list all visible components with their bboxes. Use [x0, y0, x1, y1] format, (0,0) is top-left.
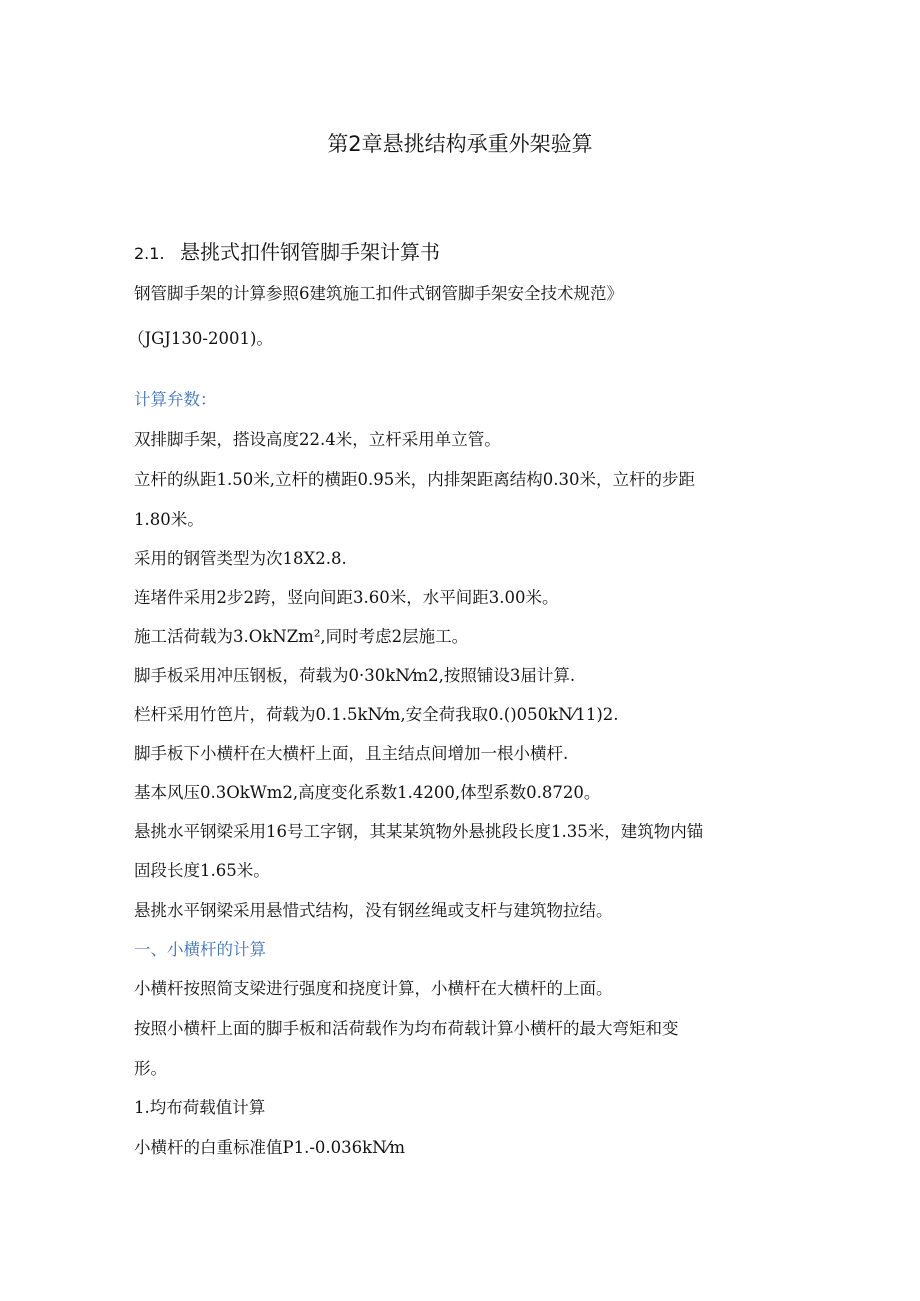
paragraph-line: 立杆的纵距1.50米,立杆的横距0.95米，内排架距离结构0.30米，立杆的步距	[134, 470, 695, 489]
paragraph-line: 按照小横杆上面的脚手板和活荷载作为均布荷载计算小横杆的最大弯矩和变	[134, 1019, 679, 1038]
subheading-parameters: 计算弁数：	[134, 390, 217, 409]
paragraph-line: 基本风压0.3OkWm2,高度变化系数1.4200,体型系数0.8720。	[134, 783, 601, 802]
paragraph-line: 钢管脚手架的计算参照6建筑施工扣件式钢管脚手架安全技术规范》	[134, 284, 623, 303]
paragraph-line: 小横杆的白重标准值P1.-0.036kN⁄m	[134, 1138, 405, 1157]
subheading-small-crossbar: 一、小横杆的计算	[134, 940, 266, 959]
paragraph-line: 双排脚手架，搭设高度22.4米，立杆采用单立管。	[134, 430, 501, 449]
paragraph-line: 固段长度1.65米。	[134, 861, 270, 880]
paragraph-line: 1.均布荷载值计算	[134, 1098, 266, 1117]
chapter-title: 第2章悬挑结构承重外架验算	[327, 132, 593, 156]
paragraph-line: 连堵件采用2步2跨，竖向间距3.60米，水平间距3.00米。	[134, 588, 559, 607]
paragraph-line: 脚手板下小横杆在大横杆上面，且主结点间增加一根小横杆.	[134, 744, 569, 763]
paragraph-line: 小横杆按照简支梁进行强度和挠度计算，小横杆在大横杆的上面。	[134, 979, 613, 998]
paragraph-line: 施工活荷载为3.OkNZm²,同时考虑2层施工。	[134, 627, 469, 646]
paragraph-line: 采用的钢管类型为次18X2.8.	[134, 549, 347, 568]
paragraph-line: 悬挑水平钢梁采用悬惜式结构，没有钢丝绳或支杆与建筑物拉结。	[134, 901, 613, 920]
paragraph-line: 1.80米。	[134, 510, 204, 529]
paragraph-line: （JGJ130-2001)。	[128, 329, 273, 348]
paragraph-line: 形。	[134, 1059, 167, 1078]
paragraph-line: 脚手板采用冲压钢板，荷载为0·30kN⁄m2,按照铺设3届计算.	[134, 666, 576, 685]
section-heading	[134, 236, 440, 265]
section-number: 2.1.	[134, 244, 165, 263]
paragraph-line: 栏杆采用竹笆片，荷载为0.1.5kN⁄m,安全荷我取0.()050kN⁄11)2.	[134, 705, 619, 724]
paragraph-line: 悬挑水平钢梁采用16号工字钢，其某某筑物外悬挑段长度1.35米，建筑物内锚	[134, 822, 704, 841]
section-title: 悬挑式扣件钢管脚手架计算书	[180, 240, 440, 264]
